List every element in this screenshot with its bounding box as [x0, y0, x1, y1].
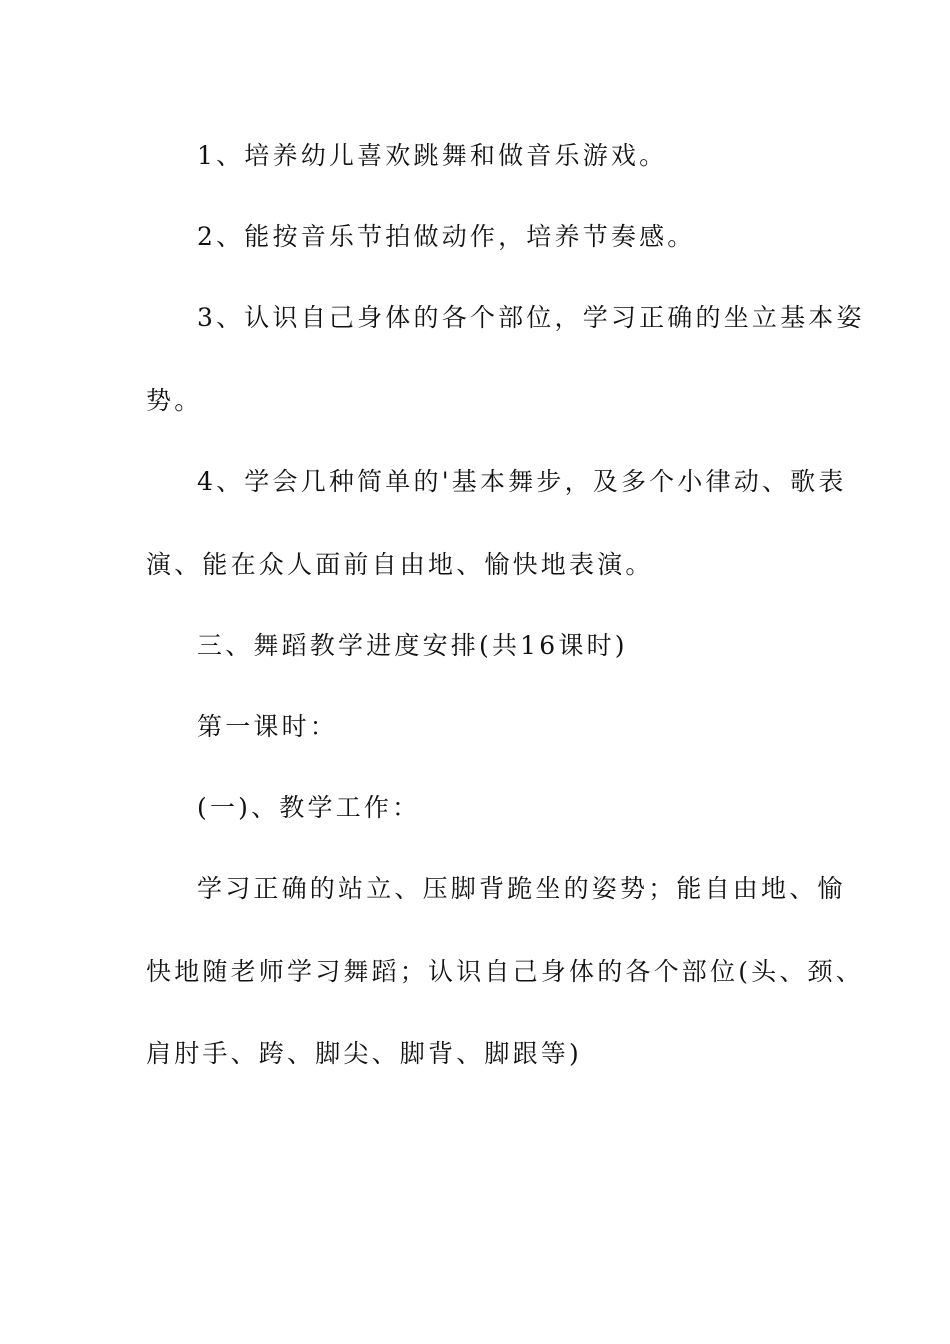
lesson-content-line-3: 肩肘手、跨、脚尖、脚背、脚跟等) — [146, 1039, 582, 1068]
goal-item-1: 1、培养幼儿喜欢跳舞和做音乐游戏。 — [197, 141, 668, 170]
goal-item-4-line-1: 4、学会几种简单的'基本舞步，及多个小律动、歌表 — [197, 467, 847, 496]
lesson-content-line-2: 快地随老师学习舞蹈；认识自己身体的各个部位(头、颈、 — [146, 957, 864, 986]
lesson-heading: 第一课时： — [197, 712, 339, 741]
subsection-heading: (一)、教学工作： — [197, 793, 421, 822]
goal-item-3-line-1: 3、认识自己身体的各个部位，学习正确的坐立基本姿 — [197, 303, 865, 332]
lesson-content-line-1: 学习正确的站立、压脚背跪坐的姿势；能自由地、愉 — [197, 874, 846, 903]
goal-item-4-line-2: 演、能在众人面前自由地、愉快地表演。 — [146, 550, 654, 579]
goal-item-2: 2、能按音乐节拍做动作，培养节奏感。 — [197, 222, 696, 251]
goal-item-3-line-2: 势。 — [146, 386, 203, 415]
section-heading: 三、舞蹈教学进度安排(共16课时) — [197, 631, 628, 660]
